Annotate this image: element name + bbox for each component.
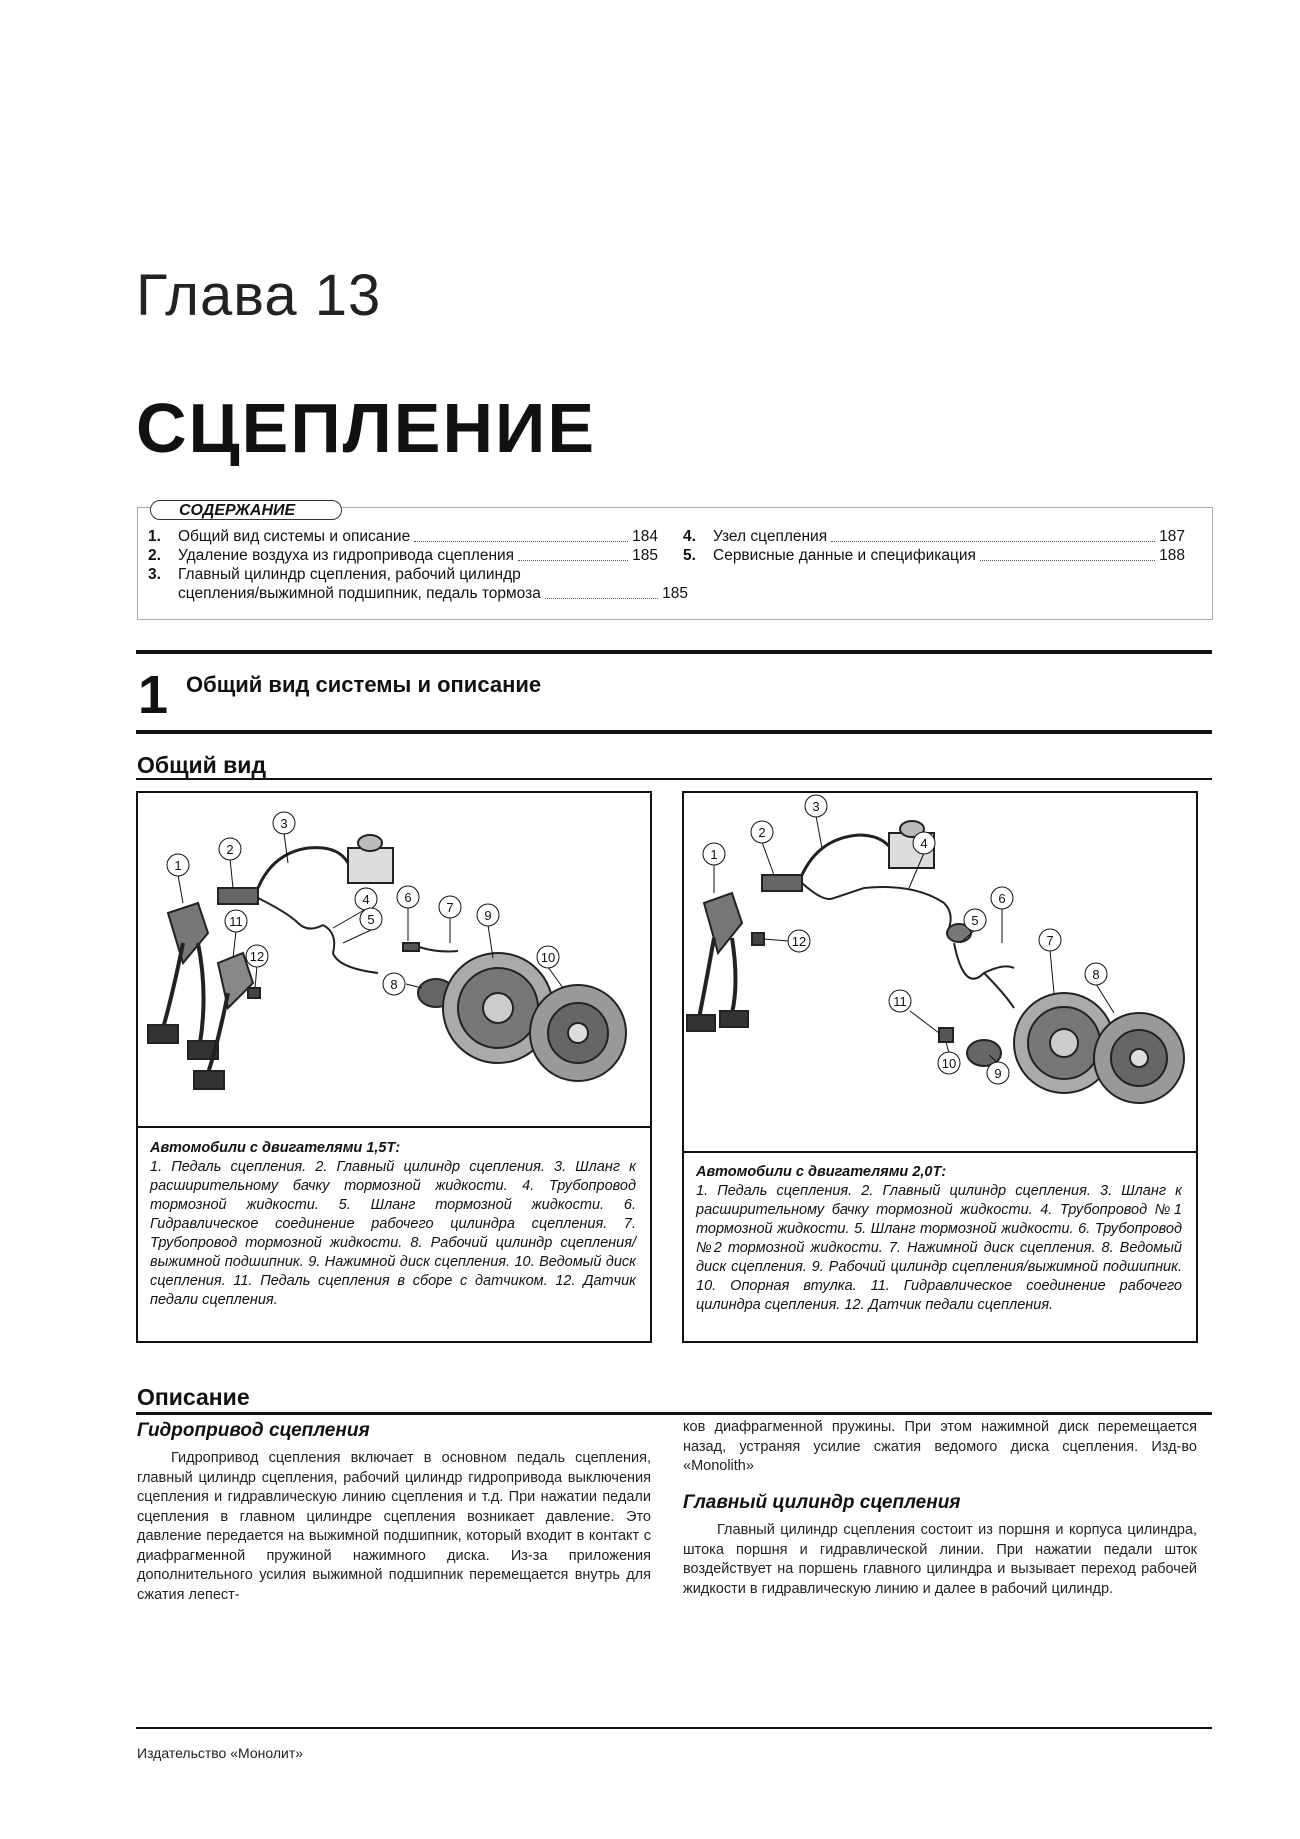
callout-1: 1 xyxy=(174,858,182,873)
footer-publisher: Издательство «Монолит» xyxy=(137,1745,304,1761)
figure-divider xyxy=(138,1126,650,1128)
page-title: СЦЕПЛЕНИЕ xyxy=(136,389,597,467)
section-rule-bottom xyxy=(136,730,1212,734)
figure-caption-right: Автомобили с двигателями 2,0Т: 1. Педаль сцепления. 2. Главный цилиндр сцепления. 3. Шланг к расширительному бачку тормозной жидкости. 4. Трубопровод №1 тормозной жидкости. 5. Шланг тормозной жидкости. 6. Трубопровод №2 тормозной жидкости. 7. Нажимной диск сцепления. 8. Ведомый диск сцепления. 9. Рабочий цилиндр сцепления/выжимной подшипник. 10. Опорная втулка. 11. Гидравлическое соединение рабочего цилиндра сцепления. 12. Датчик педали сцепления. xyxy=(696,1164,1182,1313)
callout-7: 7 xyxy=(446,900,454,915)
paragraph-hydraulic-drive: Гидропривод сцепления включает в основном педаль сцепления, главный цилиндр сцепления, рабочий цилиндр гидропривода выключения сцепления и гидравлическую линию сцепления и т.д. При нажатии педали сцепления в главном цилиндре сцепления возникает давление. Это давление передается на выжимной подшипник, который входит в контакт с диафрагменной пружиной нажимного диска. Из-за приложения дополнительного усилия выжимной подшипник перемещается внутрь для сжатия лепест- xyxy=(137,1450,651,1603)
toc-right-column xyxy=(683,527,1185,565)
toc-left-column xyxy=(148,527,688,603)
callout-12: 12 xyxy=(249,949,265,964)
callout-3: 3 xyxy=(280,816,288,831)
toc-item-continuation[interactable]: сцепления/выжимной подшипник, педаль тормоза 185 xyxy=(178,585,688,602)
section-number: 1 xyxy=(138,665,169,725)
callout-8: 8 xyxy=(390,977,398,992)
callout-2: 2 xyxy=(758,825,766,840)
callout-3: 3 xyxy=(812,799,820,814)
toc-item[interactable]: 3. Главный цилиндр сцепления, рабочий цилиндр xyxy=(148,566,521,583)
overview-rule xyxy=(136,778,1212,780)
figure-caption-left: Автомобили с двигателями 1,5Т: 1. Педаль сцепления. 2. Главный цилиндр сцепления. 3. Шланг к расширительному бачку тормозной жидкости. 4. Трубопровод тормозной жидкости. 5. Шланг тормозной жидкости. 6. Гидравлическое соединение рабочего цилиндра сцепления. 7. Трубопровод тормозной жидкости. 8. Рабочий цилиндр сцепления/выжимной подшипник. 9. Нажимной диск сцепления. 10. Ведомый диск сцепления. 11. Педаль сцепления в сборе с датчиком. 12. Датчик педали сцепления. xyxy=(150,1140,636,1308)
callout-11: 11 xyxy=(893,994,907,1009)
callout-4: 4 xyxy=(920,836,928,851)
callout-11: 11 xyxy=(229,914,243,929)
callout-6: 6 xyxy=(998,891,1006,906)
toc-item[interactable]: 4. Узел сцепления 187 xyxy=(683,528,1185,545)
clutch-diagram-2-0t xyxy=(684,793,1196,1149)
callout-10: 10 xyxy=(540,950,556,965)
callout-5: 5 xyxy=(971,913,979,928)
toc-heading: СОДЕРЖАНИЕ xyxy=(150,500,342,520)
callout-7: 7 xyxy=(1046,933,1054,948)
subheading-master-cylinder: Главный цилиндр сцепления xyxy=(683,1492,961,1513)
figure-panel-right xyxy=(682,791,1198,1343)
toc-item[interactable]: 2. Удаление воздуха из гидропривода сцепления 185 xyxy=(148,547,658,564)
toc-item[interactable]: 5. Сервисные данные и спецификация 188 xyxy=(683,547,1185,564)
callout-8: 8 xyxy=(1092,967,1100,982)
figure-panel-left xyxy=(136,791,652,1343)
section-rule-top xyxy=(136,650,1212,654)
description-heading: Описание xyxy=(137,1384,250,1410)
chapter-label: Глава 13 xyxy=(136,263,382,328)
subheading-hydraulic-drive: Гидропривод сцепления xyxy=(137,1420,370,1441)
paragraph-hydraulic-drive-cont: ков диафрагменной пружины. При этом нажимной диск перемещается назад, устраняя усилие сжатия ведомого диска сцепления. Изд-во «Monolith» xyxy=(683,1419,1197,1474)
callout-10: 10 xyxy=(941,1056,957,1071)
callout-9: 9 xyxy=(994,1066,1002,1081)
callout-2: 2 xyxy=(226,842,234,857)
callout-4: 4 xyxy=(362,892,370,907)
callout-6: 6 xyxy=(404,890,412,905)
footer-rule xyxy=(136,1727,1212,1729)
overview-heading: Общий вид xyxy=(137,752,267,778)
callout-1: 1 xyxy=(710,847,718,862)
clutch-diagram-1-5t xyxy=(138,793,650,1131)
figure-divider xyxy=(684,1151,1196,1153)
callout-5: 5 xyxy=(367,912,375,927)
paragraph-master-cylinder: Главный цилиндр сцепления состоит из поршня и корпуса цилиндра, штока поршня и гидравлической линии. При нажатии педали шток воздействует на поршень главного цилиндра и вызывает переход рабочей жидкости в гидравлическую линию и далее в рабочий цилиндр. xyxy=(683,1522,1197,1597)
callout-9: 9 xyxy=(484,908,492,923)
toc-item[interactable]: 1. Общий вид системы и описание 184 xyxy=(148,528,658,545)
section-title: Общий вид системы и описание xyxy=(186,672,542,697)
callout-12: 12 xyxy=(791,934,807,949)
description-rule xyxy=(136,1412,1212,1415)
